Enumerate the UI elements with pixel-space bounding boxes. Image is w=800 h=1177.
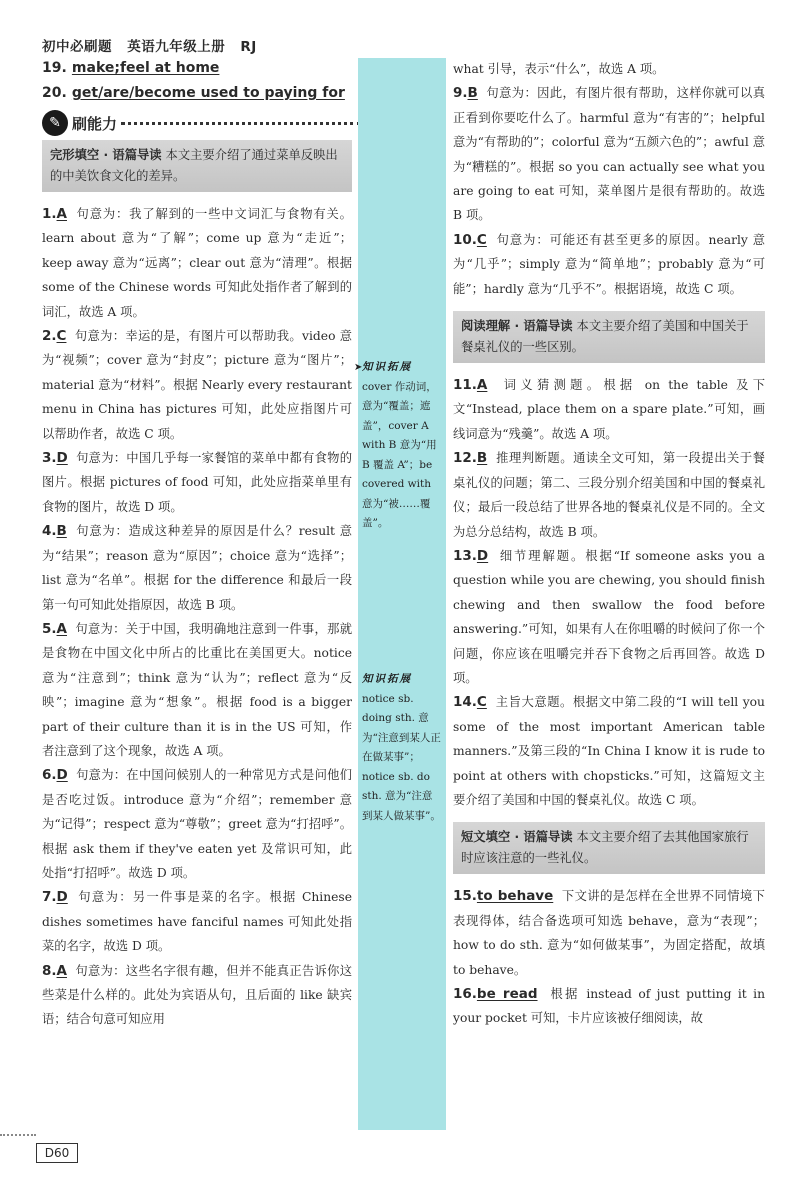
subject-title: 英语九年级上册	[127, 39, 226, 55]
item-number: 10.	[453, 231, 477, 248]
answer-item	[42, 617, 352, 763]
right-column	[453, 57, 765, 1031]
answer-item	[453, 544, 765, 690]
item-answer: B	[467, 85, 478, 102]
edition-label: RJ	[240, 39, 257, 55]
item-explanation: 句意为：关于中国，我明确地注意到一件事，那就是食物在中国文化中所占的比重比在美国更大。notice 意为“注意到”；think 意为“认为”；reflect 意为“反映”；imagine 意为“想象”。根据 food is a bigger part of their culture than it is in the US 可知，作者注意到了这个现象，故选 A 项。	[42, 621, 352, 758]
banner-text: 本文主要介绍了通过菜单反映出的中美饮食文化的差异。	[50, 148, 338, 183]
item-answer: C	[476, 231, 487, 248]
answer-item	[42, 959, 352, 1032]
item-answer: A	[476, 377, 488, 394]
item-explanation: 句意为：可能还有甚至更多的原因。nearly 意为“几乎”；simply 意为“简单地”；probably 意为“可能”；hardly 意为“几乎不”。根据语境，故选 C 项。	[453, 232, 765, 296]
running-header	[42, 35, 267, 55]
item-explanation: 下文讲的是怎样在全世界不同情境下表现得体，结合备选项可知选 behave，意为“表现”；how to do sth. 意为“如何做某事”，为固定搭配，故填 to behave。	[453, 889, 765, 977]
note-title: 知识拓展	[362, 361, 412, 373]
item-answer: D	[476, 547, 489, 564]
answer-item	[453, 884, 765, 982]
item-number: 2.	[42, 328, 57, 345]
answer-item	[453, 446, 765, 544]
passage-guide-banner	[42, 140, 352, 192]
item-explanation: 主旨大意题。根据文中第二段的“I will tell you some of the most important American table manners.”及第三段的“In China I know it is rude to point at others with chopsticks.”可知，这篇短文主要介绍了美国和中国的餐桌礼仪。故选 C 项。	[453, 695, 765, 807]
item-number: 20.	[42, 85, 67, 101]
answer-item	[42, 446, 352, 519]
item-explanation: 推理判断题。通读全文可知，第一段提出关于餐桌礼仪的问题；第二、三段分别介绍美国和中国的餐桌礼仪；最后一段总结了世界各地的餐桌礼仪是不同的。全文为总分总结构，故选 B 项。	[453, 451, 765, 539]
item-number: 11.	[453, 377, 477, 394]
item-explanation: 细节理解题。根据“If someone asks you a question while you are chewing, you should finish chewing and then swallow the food before answering.”可知，如果有人在你咀嚼的时候问了你一个问题，你应该在咀嚼完并吞下食物之后再回答。故选 D 项。	[453, 548, 765, 685]
answer-item	[42, 202, 352, 324]
answer-item	[42, 519, 352, 617]
item-number: 12.	[453, 450, 477, 467]
item-answer: B	[476, 450, 488, 467]
arrow-icon: ➤	[354, 362, 363, 373]
passage-guide-banner	[453, 311, 765, 363]
footer-rule	[0, 1134, 36, 1136]
item-answer: be read	[476, 986, 538, 1002]
item-answer: D	[56, 889, 68, 906]
item-explanation: 句意为：因此，有图片很有帮助，这样你就可以真正看到你要吃什么了。harmful 意为“有害的”；helpful 意为“有帮助的”；colorful 意为“五颜六色的”；awful 意为“糟糕的”。根据 so you can actually see what you are going to eat 可知，菜单图片是很有帮助的。故选 B 项。	[453, 86, 765, 223]
item-explanation: 句意为：幸运的是，有图片可以帮助我。video 意为“视频”；cover 意为“封皮”；picture 意为“图片”；material 意为“材料”。根据 Nearly every restaurant menu in China has pictures 可知，此处应指图片可以帮助作者，故选 C 项。	[42, 329, 352, 441]
dotted-rule	[121, 122, 361, 125]
item-explanation: 句意为：在中国问候别人的一种常见方式是问他们是否吃过饭。introduce 意为“介绍”；remember 意为“记得”；respect 意为“尊敬”；greet 意为“打招呼”。根据 ask them if they've eaten yet 及常识可知，此处指“打招呼”。故选 D 项。	[42, 768, 352, 880]
section-heading	[42, 110, 361, 136]
passage-guide-banner	[453, 822, 765, 874]
answer-item	[42, 763, 352, 885]
knowledge-note	[362, 670, 442, 826]
answer-item	[453, 982, 765, 1031]
notes-strip	[358, 58, 446, 1130]
item-number: 13.	[453, 547, 477, 564]
banner-text: 本文主要介绍了美国和中国关于餐桌礼仪的一些区别。	[461, 319, 749, 355]
brush-icon: ✎	[42, 110, 68, 136]
item-number: 4.	[42, 523, 57, 540]
item-answer: make;feel at home	[71, 60, 220, 76]
item-explanation: 句意为：另一件事是菜的名字。根据 Chinese dishes sometimes have fanciful names 可知此处指菜的名字，故选 D 项。	[42, 890, 352, 954]
item-number: 7.	[42, 889, 57, 906]
item-number: 5.	[42, 620, 57, 637]
book-title: 初中必刷题	[42, 39, 112, 55]
answer-item	[453, 81, 765, 227]
banner-title: 完形填空 · 语篇导读	[50, 148, 162, 162]
item-number: 1.	[42, 206, 57, 222]
banner-title: 短文填空 · 语篇导读	[461, 830, 573, 845]
item-number: 9.	[453, 85, 468, 102]
answer-item	[453, 373, 765, 446]
item-explanation: 句意为：造成这种差异的原因是什么？result 意为“结果”；reason 意为“原因”；choice 意为“选择”；list 意为“名单”。根据 for the difference 和最后一段第一句可知此处指原因，故选 B 项。	[42, 524, 352, 612]
item-answer: A	[56, 620, 67, 637]
item-number: 8.	[42, 962, 57, 979]
item-explanation: 句意为：中国几乎每一家餐馆的菜单中都有食物的图片。根据 pictures of food 可知，此处应指菜单里有食物的图片，故选 D 项。	[42, 451, 352, 514]
item-answer: get/are/become used to paying for	[71, 85, 345, 101]
note-title: 知识拓展	[362, 673, 412, 685]
item-explanation: 句意为：这些名字很有趣，但并不能真正告诉你这些菜是什么样的。此处为宾语从句，且后面的 like 缺宾语；结合句意可知应用	[42, 963, 352, 1027]
answer-line	[42, 57, 219, 76]
answer-item	[42, 324, 352, 446]
answer-item	[42, 885, 352, 958]
item-answer: C	[476, 694, 487, 711]
answer-item	[453, 228, 765, 301]
answer-item	[453, 690, 765, 812]
item-answer: D	[56, 450, 68, 467]
item-answer: A	[56, 206, 67, 222]
item-answer: B	[56, 523, 67, 540]
section-label: 刷能力	[72, 114, 118, 133]
item-number: 14.	[453, 694, 477, 711]
item-explanation: 句意为：我了解到的一些中文词汇与食物有关。learn about 意为“了解”；come up 意为“走近”；keep away 意为“远离”；clear out 意为“清理”。根据 some of the Chinese words 可知此处指作者了解到的词汇，故选 A 项。	[42, 207, 352, 319]
knowledge-note	[354, 358, 442, 534]
item-number: 3.	[42, 450, 57, 467]
item-answer: A	[56, 962, 67, 979]
item-number: 6.	[42, 767, 57, 784]
note-text: notice sb. doing sth. 意为“注意到某人正在做某事”；notice sb. do sth. 意为“注意到某人做某事”。	[362, 692, 441, 822]
item-explanation: 词义猜测题。根据 on the table 及下文“Instead, place them on a spare plate.”可知，画线词意为“残羹”。故选 A 项。	[453, 378, 765, 441]
note-text: cover 作动词，意为“覆盖；遮盖”，cover A with B 意为“用 B 覆盖 A”；be covered with 意为“被……覆盖”。	[362, 380, 437, 529]
item-explanation: 根据 instead of just putting it in your pocket 可知，卡片应该被仔细阅读，故	[453, 987, 765, 1026]
item-answer: D	[56, 767, 68, 784]
answer-line	[42, 82, 345, 101]
continued-text: what 引导，表示“什么”，故选 A 项。	[453, 62, 665, 76]
item-number: 15.	[453, 888, 477, 905]
banner-title: 阅读理解 · 语篇导读	[461, 319, 573, 334]
item-answer: C	[56, 328, 67, 345]
item-number: 16.	[453, 986, 477, 1002]
item-number: 19.	[42, 60, 67, 76]
page-number: D60	[36, 1143, 78, 1163]
banner-text: 本文主要介绍了去其他国家旅行时应该注意的一些礼仪。	[461, 830, 749, 866]
item-answer: to behave	[476, 888, 554, 905]
left-column	[42, 140, 352, 1032]
